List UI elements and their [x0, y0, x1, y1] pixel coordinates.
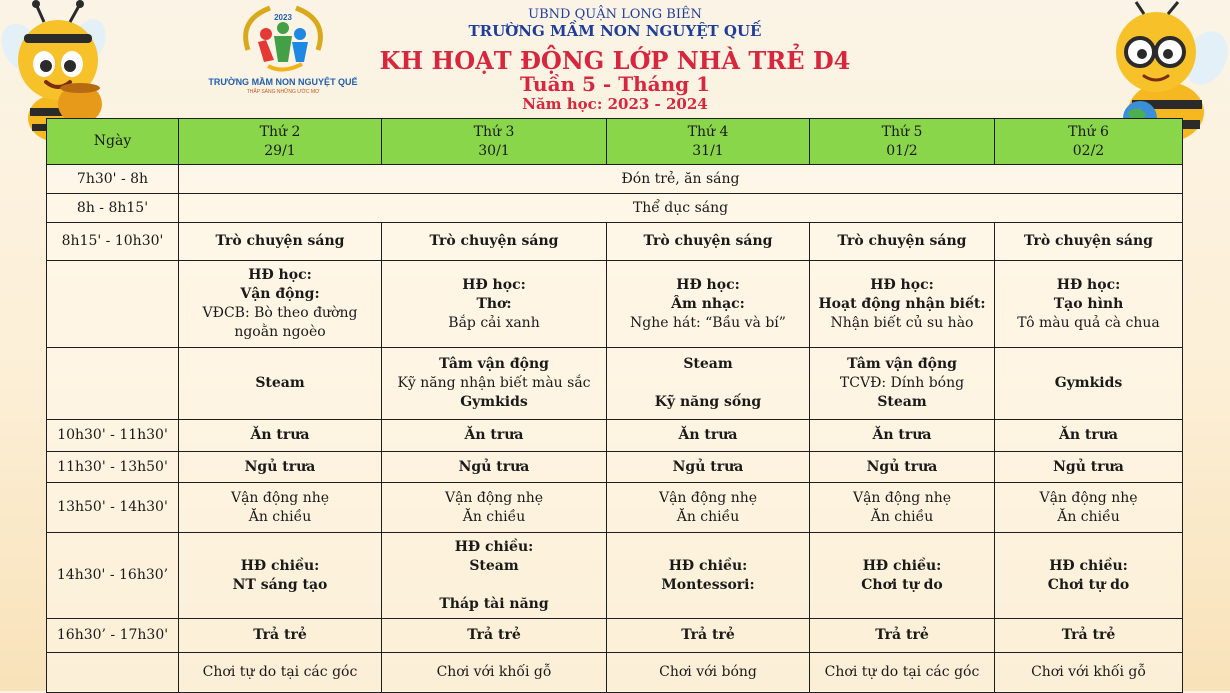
activity-cell: Trả trẻ: [995, 619, 1183, 653]
activity-cell: Ngủ trưa: [607, 452, 810, 483]
activity-cell: HĐ học: Âm nhạc: Nghe hát: “Bầu và bí”: [607, 261, 810, 348]
activity-cell: Steam Kỹ năng sống: [607, 348, 810, 420]
time-cell: 8h15' - 10h30': [47, 223, 179, 261]
time-cell: 14h30' - 16h30’: [47, 533, 179, 619]
table-row: [47, 261, 1183, 348]
activity-cell: Vận động nhẹ Ăn chiều: [607, 483, 810, 533]
activity-cell: HĐ chiều: Chơi tự do: [995, 533, 1183, 619]
activity-cell: Trả trẻ: [179, 619, 382, 653]
activity-cell: Tâm vận động TCVĐ: Dính bóng Steam: [810, 348, 995, 420]
page-title: KH HOẠT ĐỘNG LỚP NHÀ TRẺ D4: [379, 46, 851, 75]
activity-cell: Ăn trưa: [382, 420, 607, 452]
activity-cell: Gymkids: [995, 348, 1183, 420]
table-row: [47, 420, 1183, 452]
activity-cell: Ăn trưa: [179, 420, 382, 452]
activity-cell: Trò chuyện sáng: [382, 223, 607, 261]
corner-header: Ngày: [47, 119, 179, 165]
activity-cell: HĐ học: Tạo hình Tô màu quả cà chua: [995, 261, 1183, 348]
district-label: UBND QUẬN LONG BIÊN: [528, 7, 702, 22]
schedule-table: [46, 118, 1183, 693]
activity-cell: Thể dục sáng: [179, 194, 1183, 223]
activity-cell: HĐ học: Vận động: VĐCB: Bò theo đường ngoằn ngoèo: [179, 261, 382, 348]
activity-cell: Trò chuyện sáng: [607, 223, 810, 261]
table-row: [47, 533, 1183, 619]
activity-cell: Trò chuyện sáng: [179, 223, 382, 261]
table-row: [47, 619, 1183, 653]
activity-cell: Chơi với khối gỗ: [382, 653, 607, 693]
table-header-row: [47, 119, 1183, 165]
activity-cell: Trò chuyện sáng: [995, 223, 1183, 261]
activity-cell: Ngủ trưa: [995, 452, 1183, 483]
activity-cell: Ăn trưa: [995, 420, 1183, 452]
activity-cell: Trả trẻ: [382, 619, 607, 653]
activity-cell: Ngủ trưa: [382, 452, 607, 483]
activity-cell: HĐ học: Thơ: Bắp cải xanh: [382, 261, 607, 348]
activity-cell: Ngủ trưa: [810, 452, 995, 483]
activity-cell: Chơi tự do tại các góc: [179, 653, 382, 693]
activity-cell: Chơi với bóng: [607, 653, 810, 693]
time-cell: 13h50' - 14h30': [47, 483, 179, 533]
activity-cell: Ngủ trưa: [179, 452, 382, 483]
activity-cell: HĐ chiều: Steam Tháp tài năng: [382, 533, 607, 619]
activity-cell: Steam: [179, 348, 382, 420]
time-cell: 7h30' - 8h: [47, 165, 179, 194]
day-header: Thứ 2 29/1: [179, 119, 382, 165]
time-cell: 11h30' - 13h50': [47, 452, 179, 483]
table-row: [47, 348, 1183, 420]
day-header: Thứ 3 30/1: [382, 119, 607, 165]
week-label: Tuần 5 - Tháng 1: [520, 72, 710, 96]
table-row: [47, 653, 1183, 693]
activity-cell: Đón trẻ, ăn sáng: [179, 165, 1183, 194]
time-cell: 8h - 8h15': [47, 194, 179, 223]
school-name: TRƯỜNG MẦM NON NGUYỆT QUẾ: [468, 22, 762, 40]
activity-cell: Tâm vận động Kỹ năng nhận biết màu sắc Gymkids: [382, 348, 607, 420]
activity-cell: Trả trẻ: [607, 619, 810, 653]
day-header: Thứ 5 01/2: [810, 119, 995, 165]
logo-school-name: TRƯỜNG MẦM NON NGUYỆT QUẾ: [208, 77, 358, 87]
activity-cell: Vận động nhẹ Ăn chiều: [810, 483, 995, 533]
activity-cell: Vận động nhẹ Ăn chiều: [179, 483, 382, 533]
time-cell: 10h30' - 11h30': [47, 420, 179, 452]
day-header: Thứ 4 31/1: [607, 119, 810, 165]
logo-year: 2023: [274, 13, 292, 22]
logo-slogan: THẮP SÁNG NHỮNG ƯỚC MƠ: [246, 89, 320, 95]
table-row: [47, 194, 1183, 223]
table-row: [47, 165, 1183, 194]
activity-cell: Chơi với khối gỗ: [995, 653, 1183, 693]
activity-cell: Vận động nhẹ Ăn chiều: [995, 483, 1183, 533]
activity-cell: Vận động nhẹ Ăn chiều: [382, 483, 607, 533]
table-row: [47, 452, 1183, 483]
table-row: [47, 483, 1183, 533]
activity-cell: HĐ chiều: Chơi tự do: [810, 533, 995, 619]
activity-cell: HĐ chiều: NT sáng tạo: [179, 533, 382, 619]
activity-cell: Ăn trưa: [607, 420, 810, 452]
activity-cell: HĐ học: Hoạt động nhận biết: Nhận biết củ su hào: [810, 261, 995, 348]
time-cell: [47, 348, 179, 420]
activity-cell: Ăn trưa: [810, 420, 995, 452]
table-row: [47, 223, 1183, 261]
time-cell: [47, 261, 179, 348]
time-cell: [47, 653, 179, 693]
school-year: Năm học: 2023 - 2024: [522, 95, 708, 113]
activity-cell: Trò chuyện sáng: [810, 223, 995, 261]
activity-cell: HĐ chiều: Montessori:: [607, 533, 810, 619]
activity-cell: Trả trẻ: [810, 619, 995, 653]
time-cell: 16h30’ - 17h30': [47, 619, 179, 653]
page-header: [0, 0, 1230, 118]
activity-cell: Chơi tự do tại các góc: [810, 653, 995, 693]
day-header: Thứ 6 02/2: [995, 119, 1183, 165]
